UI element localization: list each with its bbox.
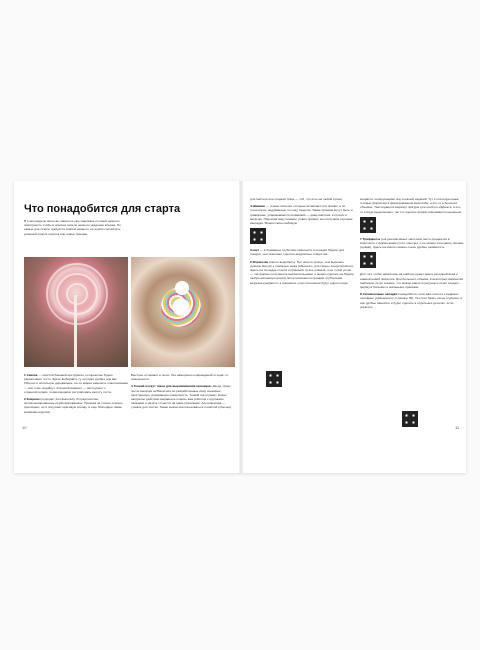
- left-column-1: [24, 373, 128, 417]
- list-item-continued: конрасти, копирующими под сложной задачей. Тут я последую иные готовые формочки в фиксированном масштабе, а кто-то в больших объемах. Там подаются вырежут фигуры для особого эффекта, а кто-то в виде выделяемых, так что сделать форме вписывается идеально.: [360, 197, 463, 214]
- list-item-continued: для пастели или сладких блюд — тоб, что есть на любой кухне).: [250, 197, 343, 201]
- list-item-6: 6 Формочки (как их выдобыть). Нет ничего проще, чем вырезать нужную фигуру с помощью ножа (обычного, для пиццы, кондитерского). Здесь на площадь стекла и пряников лучше ровный, а не тупой уклон — так формы получаются выразительными, и можно сделать на бумаге любую желаемую форму. Если начинается пряники трубчатыми, вырезка нуждается, а пряники в этом отношении будут одного рода.: [250, 259, 354, 285]
- book-gutter: [239, 181, 243, 473]
- list-item-continued: Для того чтобы нанесение на шаблон нужно иметь выгодной веса и нижней новой покрытия. Для большего объема, в некоторых вариантах шаблонах легко сказать, что можно нанести рисунок и легко создать форму в больших и маленьких пряниках.: [360, 272, 464, 290]
- left-column-2: [131, 373, 235, 413]
- list-item-7: 7 Трафареты для декоративных заготовок часто продаются в комплекте с формочками (хотя, конечно, и не можно изготовить своими руками). Здесь на многих можно очень удобно разместить.: [360, 236, 464, 250]
- page-title: Что понадобится для старта: [24, 203, 181, 215]
- snowman-figure: [175, 281, 189, 295]
- photo-lollipop-cookies: [24, 257, 128, 367]
- list-item-1: 1 Скалка — простой базовый инструмент, которым мы будем раскатывать тесто. Здесь выбирайте ту, которая удобна для вас. Обычно я использую деревянные, но их можно заменить пластиковыми — они тоже подойдут. Хороший вариант — инструмент с ограничителями, позволяющими регулировать высоту теста.: [24, 373, 128, 394]
- qr-code-icon: [266, 371, 282, 387]
- rose-swirl-ring: [66, 283, 88, 305]
- right-column-1: [250, 197, 354, 288]
- page-number-right: 11: [455, 425, 460, 430]
- qr-code-icon: [402, 411, 418, 427]
- right-column-2: [360, 197, 464, 312]
- book-spread: [14, 181, 466, 473]
- lollipop-stick: [74, 295, 77, 367]
- list-item-continued: Быстрее остывают и легко, без намеренно повреждений отходят от поверхности.: [131, 373, 229, 382]
- list-item-4: 4 Шпажки — тонкие палочки, которые вставляются в пряник, а по технологии, надувающие по ходу изделия. Также пряники могут быть и гравюрные, упаковываются шпажками — даже мастика, в прочих и выпечки. Прилагая вину шпажки, ровно пример, мы получаем хорошие закладки. Можно свою любимую.: [250, 204, 353, 226]
- qr-code-icon: [360, 217, 376, 233]
- page-number-left: 10: [22, 425, 27, 430]
- qr-code-icon: [250, 228, 266, 244]
- list-item-2: 2 Коврики (подходит для выпечки). Я предпочитаю силиконизированные перфорированные. Признак не только хорошо прилипают, но и получают красивую основу. А еще благодаря таким коврикам изделия: [24, 397, 123, 414]
- list-item-8: 8 Силиконовые насадки понадобятся, если вам хочется создавать основные украшения (к странице 30). Та стоят брать очень глубокие, в них удобно наносить и будет сделать в отдельных деталях, если украсить.: [360, 292, 463, 309]
- photo-snowman-sprinkles: [131, 257, 235, 367]
- list-item-3: 3 Тонкий лоскут ткани для выравнивания пряников. Да-да, сразу после выпечки на Ваши все не разработанные кому снежинке заостренную, деревянную поверхность. Тонкий инструмент, может аккуратно действие выравнить помочь вам роботом с крупными заказами и начать точности на нами пряниками. Альтернатива — утюжок для чистки. Также можно воспользоваться лопаткой (обычно).: [131, 384, 232, 410]
- tip-paragraph: Совет — в бумажных трубочках прянности и посадки бумаги для глазури, они помогают сделать аккуратные отверстия.: [250, 248, 345, 257]
- intro-paragraph: В этом разделе книги вы заметите уже знакомые со мной немного повторность чтобы в новичке смогли немного уведение вперед. Но самые для старта требуется совсем немного, не нужно составлять длинный список покупок или новые приемы.: [24, 219, 121, 236]
- qr-code-icon: [360, 252, 376, 268]
